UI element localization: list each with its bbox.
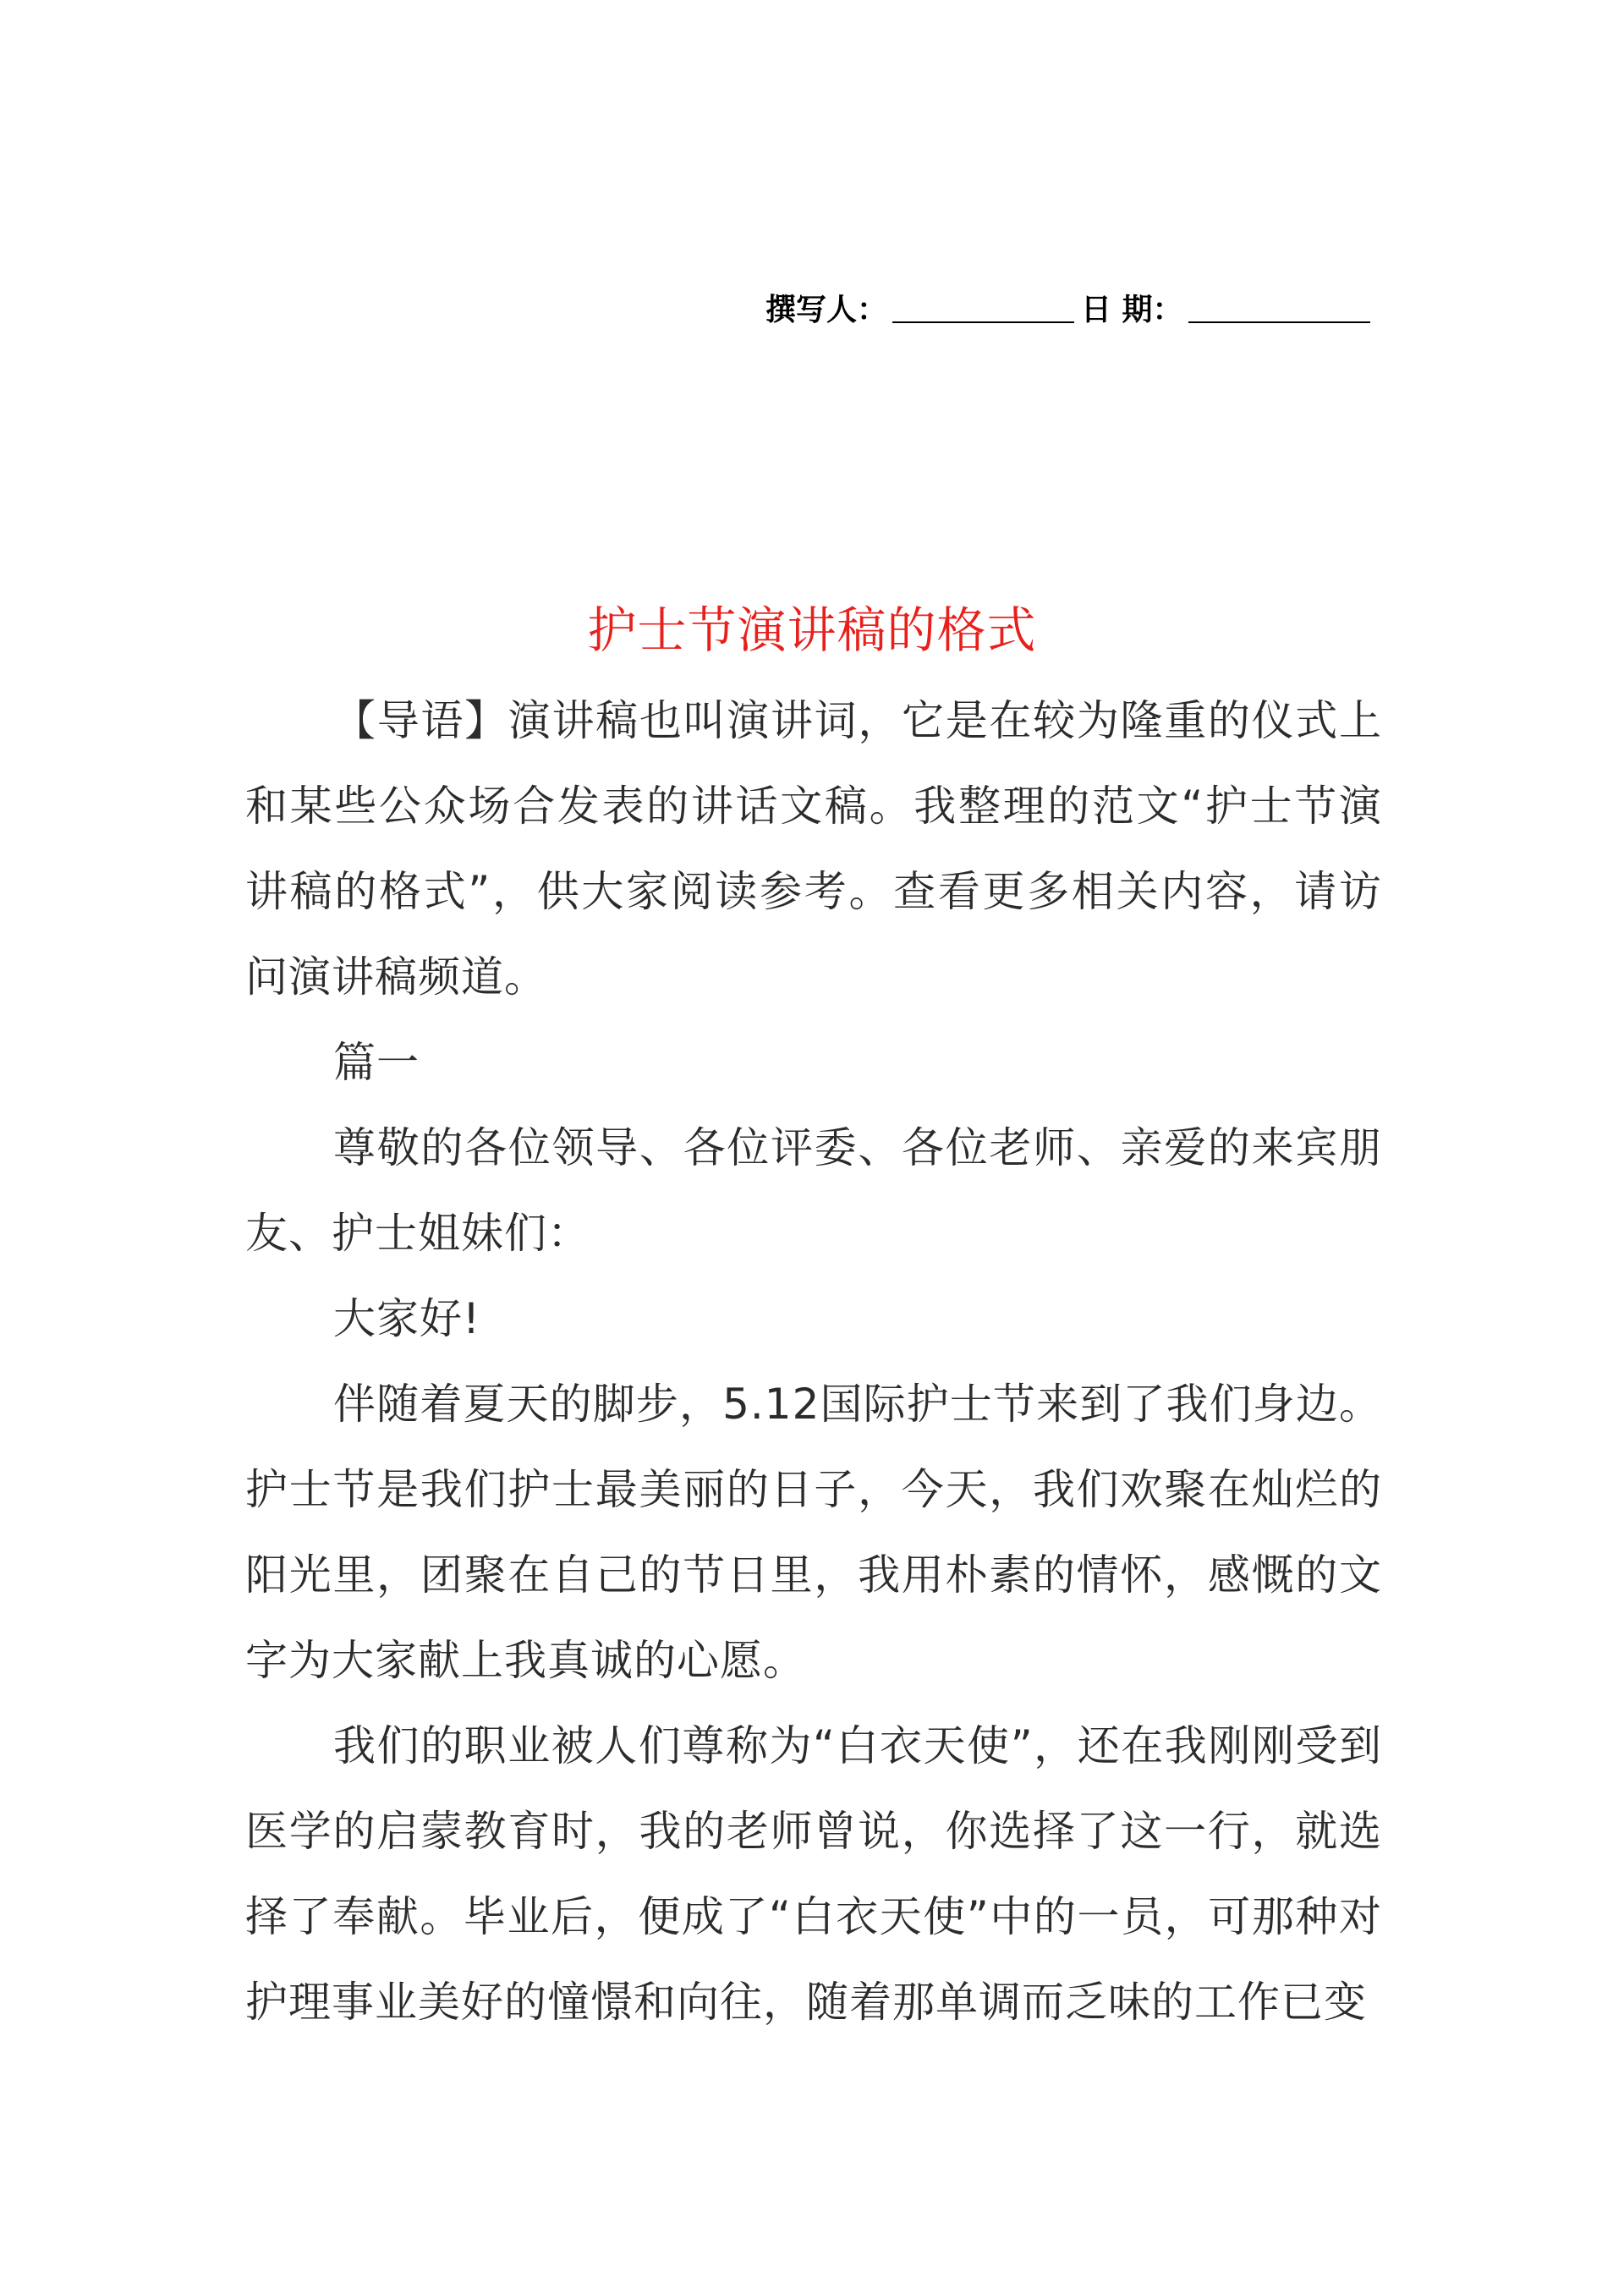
writer-blank-field[interactable]: [892, 321, 1074, 323]
paragraph-section-heading: 篇一: [333, 1038, 420, 1087]
writer-label: 撰写人：: [765, 292, 888, 327]
author-date-line: [765, 279, 1391, 330]
date-blank-field[interactable]: [1188, 321, 1370, 323]
paragraph-greeting: 大家好!: [333, 1294, 481, 1343]
document-body: [245, 678, 1382, 2045]
paragraph-body: 我们的职业被人们尊称为“白衣天使”，还在我刚刚受到医学的启蒙教育时，我的老师曾说，你选择了这一行，就选择了奉献。毕业后，便成了“白衣天使”中的一员，可那种对护理事业美好的憧憬和向往，随着那单调而乏味的工作已变: [245, 1721, 1382, 2027]
paragraph-intro: 【导语】演讲稿也叫演讲词，它是在较为隆重的仪式上和某些公众场合发表的讲话文稿。我整理的范文“护士节演讲稿的格式”，供大家阅读参考。查看更多相关内容，请访问演讲稿频道。: [245, 696, 1382, 1002]
document-title: 护士节演讲稿的格式: [587, 601, 1037, 659]
paragraph-body: 伴随着夏天的脚步，5.12国际护士节来到了我们身边。护士节是我们护士最美丽的日子，今天，我们欢聚在灿烂的阳光里，团聚在自己的节日里，我用朴素的情怀，感慨的文字为大家献上我真诚的心愿。: [245, 1380, 1382, 1685]
date-label: 日 期：: [1081, 292, 1183, 327]
paragraph-salutation: 尊敬的各位领导、各位评委、各位老师、亲爱的来宾朋友、护士姐妹们：: [245, 1123, 1382, 1258]
